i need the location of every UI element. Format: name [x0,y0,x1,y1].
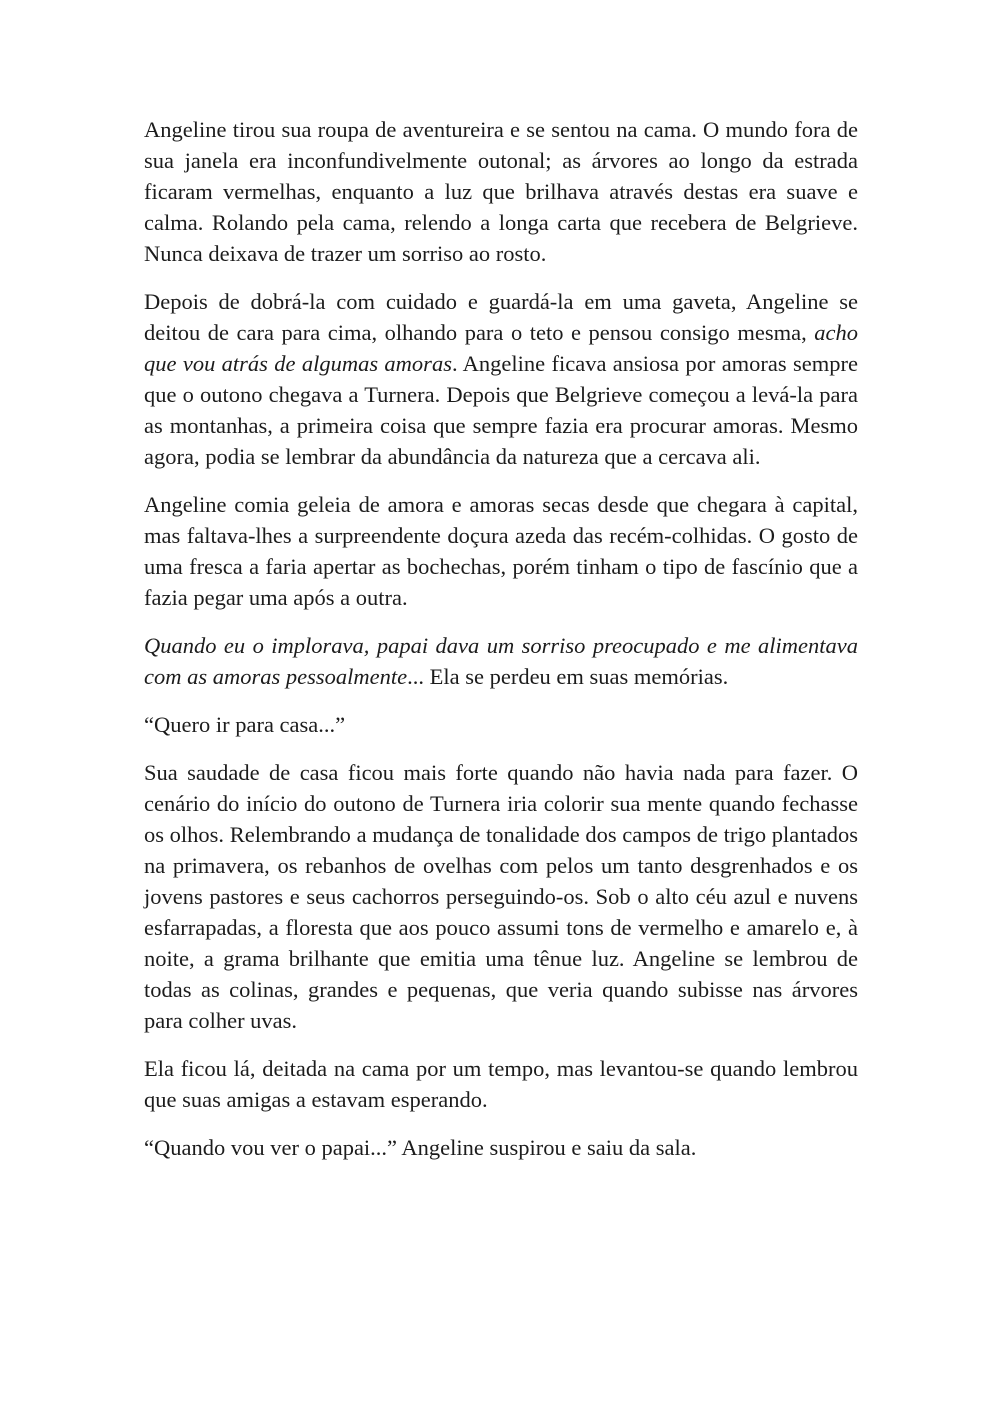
paragraph-text: Angeline comia geleia de amora e amoras secas desde que chegara à capital, mas faltava-lhes a surpreendente doçura azeda das recém-colhidas. O gosto de uma fresca a faria apertar as bochechas, porém tinham o tipo de fascínio que a fazia pegar uma após a outra. [144,492,858,610]
paragraph-1 [144,114,858,269]
paragraph-text: Ela ficou lá, deitada na cama por um tempo, mas levantou-se quando lembrou que suas amigas a estavam esperando. [144,1056,858,1112]
dialogue-text: “Quero ir para casa...” [144,712,346,737]
paragraph-text: ... Ela se perdeu em suas memórias. [407,664,729,689]
paragraph-2 [144,286,858,472]
paragraph-text: Sua saudade de casa ficou mais forte quando não havia nada para fazer. O cenário do início do outono de Turnera iria colorir sua mente quando fechasse os olhos. Relembrando a mudança de tonalidade dos campos de trigo plantados na primavera, os rebanhos de ovelhas com pelos um tanto desgrenhados e os jovens pastores e seus cachorros perseguindo-os. Sob o alto céu azul e nuvens esfarrapadas, a floresta que aos pouco assumi tons de vermelho e amarelo e, à noite, a grama brilhante que emitia uma tênue luz. Angeline se lembrou de todas as colinas, grandes e pequenas, que veria quando subisse nas árvores para colher uvas. [144,760,858,1033]
dialogue-line-2 [144,1132,858,1163]
italic-thought: acho que vou atrás de algumas amoras [144,320,858,376]
paragraph-text: Angeline tirou sua roupa de aventureira e se sentou na cama. O mundo fora de sua janela era inconfundivelmente outonal; as árvores ao longo da estrada ficaram vermelhas, enquanto a luz que brilhava através destas era suave e calma. Rolando pela cama, relendo a longa carta que recebera de Belgrieve. Nunca deixava de trazer um sorriso ao rosto. [144,117,858,266]
document-body [144,114,858,1180]
dialogue-text: “Quando vou ver o papai...” Angeline suspirou e saiu da sala. [144,1135,697,1160]
paragraph-4 [144,630,858,692]
dialogue-line-1 [144,709,858,740]
italic-thought: Quando eu o implorava, papai dava um sorriso preocupado e me alimentava com as amoras pessoalmente [144,633,858,689]
paragraph-6 [144,757,858,1036]
paragraph-text: . Angeline ficava ansiosa por amoras sempre que o outono chegava a Turnera. Depois que Belgrieve começou a levá-la para as montanhas, a primeira coisa que sempre fazia era procurar amoras. Mesmo agora, podia se lembrar da abundância da natureza que a cercava ali. [144,351,858,469]
paragraph-7 [144,1053,858,1115]
paragraph-text: Depois de dobrá-la com cuidado e guardá-la em uma gaveta, Angeline se deitou de cara para cima, olhando para o teto e pensou consigo mesma, [144,289,858,345]
paragraph-3 [144,489,858,613]
